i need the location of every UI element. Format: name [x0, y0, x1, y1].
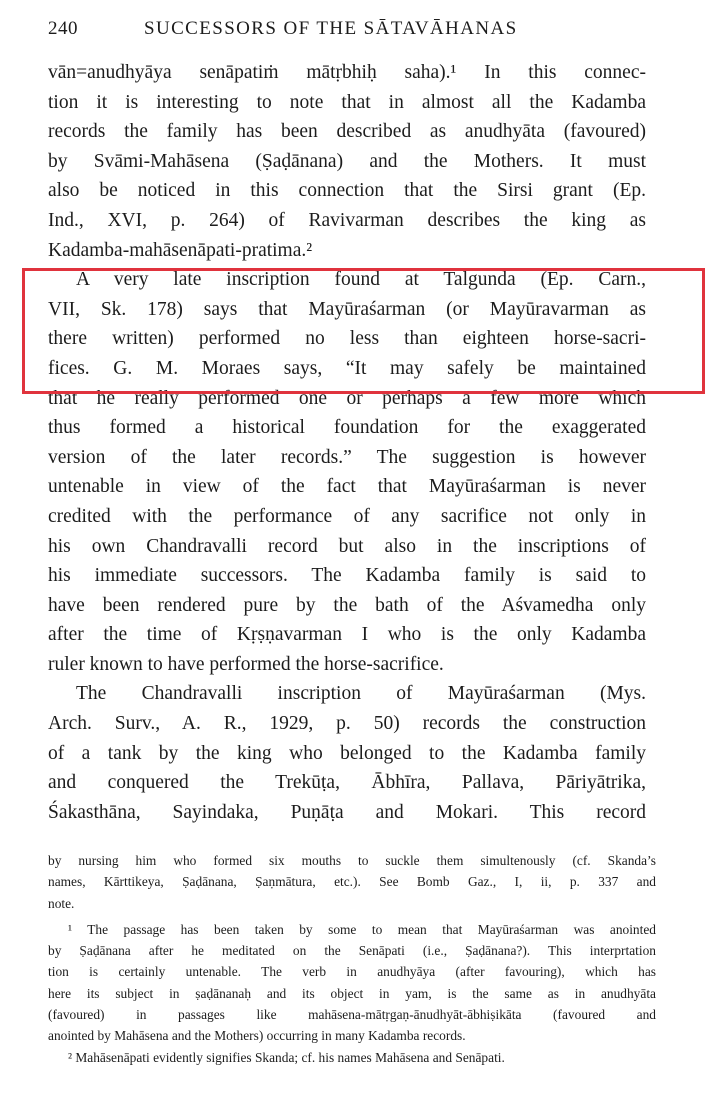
- body-line: his own Chandravalli record but also in the inscriptions of: [48, 535, 646, 557]
- body-line: Ind., XVI, p. 264) of Ravivarman describes the king as: [48, 209, 646, 231]
- footnote-line: names, Kārttikeya, Ṣaḍānana, Ṣaṇmātura, etc.). See Bomb Gaz., I, ii, p. 337 and: [48, 874, 656, 890]
- body-line: have been rendered pure by the bath of the Aśvamedha only: [48, 594, 646, 616]
- body-line: his immediate successors. The Kadamba family is said to: [48, 565, 646, 587]
- footnote-line: note.: [48, 895, 75, 911]
- body-text: [48, 58, 646, 827]
- page-number: 240: [48, 18, 78, 39]
- footnotes: [48, 850, 656, 1068]
- body-line: The Chandravalli inscription of Mayūraśarman (Mys.: [76, 683, 646, 705]
- body-line: of a tank by the king who belonged to the Kadamba family: [48, 742, 646, 764]
- body-line: untenable in view of the fact that Mayūraśarman is never: [48, 476, 646, 498]
- body-line: Arch. Surv., A. R., 1929, p. 50) records the construction: [48, 713, 646, 735]
- footnote-line: tion is certainly untenable. The verb in anudhyāya (after favouring), which has: [48, 964, 656, 980]
- page-header: [48, 14, 668, 44]
- footnote-line: by Ṣaḍānana after he meditated on the Senāpati (i.e., Ṣaḍānana?). This interprtation: [48, 943, 656, 959]
- body-line: A very late inscription found at Talgunda (Ep. Carn.,: [76, 269, 646, 291]
- body-line: tion it is interesting to note that in almost all the Kadamba: [48, 91, 646, 113]
- body-line: after the time of Kṛṣṇavarman I who is the only Kadamba: [48, 624, 646, 646]
- body-line: Śakasthāna, Sayindaka, Puṇāṭa and Mokari. This record: [48, 801, 646, 823]
- body-line: there written) performed no less than eighteen horse-sacri-: [48, 328, 646, 350]
- footnote-line: anointed by Mahāsena and the Mothers) occurring in many Kadamba records.: [48, 1028, 466, 1044]
- body-line: VII, Sk. 178) says that Mayūraśarman (or Mayūravarman as: [48, 298, 646, 320]
- body-line: by Svāmi-Mahāsena (Ṣaḍānana) and the Mothers. It must: [48, 150, 646, 172]
- body-line: that he really performed one or perhaps a few more which: [48, 387, 646, 409]
- body-line: version of the later records.” The suggestion is however: [48, 446, 646, 468]
- body-line: fices. G. M. Moraes says, “It may safely be maintained: [48, 357, 646, 379]
- body-line: Kadamba-mahāsenāpati-pratima.²: [48, 239, 313, 261]
- body-line: credited with the performance of any sacrifice not only in: [48, 505, 646, 527]
- body-line: vān=anudhyāya senāpatiṁ mātṛbhiḥ saha).¹ In this connec-: [48, 62, 646, 83]
- footnote-line: here its subject in ṣaḍānanaḥ and its object in yam, is the same as in anudhyāta: [48, 985, 656, 1001]
- body-line: ruler known to have performed the horse-sacrifice.: [48, 653, 444, 675]
- running-head: SUCCESSORS OF THE SĀTAVĀHANAS: [144, 18, 518, 39]
- body-line: and conquered the Trekūṭa, Ābhīra, Pallava, Pāriyātrika,: [48, 772, 646, 794]
- footnote-line: by nursing him who formed six mouths to suckle them simultenously (cf. Skanda’s: [48, 853, 656, 868]
- body-line: thus formed a historical foundation for the exaggerated: [48, 417, 646, 439]
- body-line: records the family has been described as anudhyāta (favoured): [48, 121, 646, 143]
- body-line: also be noticed in this connection that the Sirsi grant (Ep.: [48, 180, 646, 202]
- footnote-line: (favoured) in passages like mahāsena-mātṛgaṇ-ānudhyāt-ābhiṣikāta (favoured and: [48, 1007, 656, 1023]
- footnote-line: ¹ The passage has been taken by some to mean that Mayūraśarman was anointed: [68, 921, 656, 937]
- footnote-line: ² Mahāsenāpati evidently signifies Skanda; cf. his names Mahāsena and Senāpati.: [68, 1049, 505, 1065]
